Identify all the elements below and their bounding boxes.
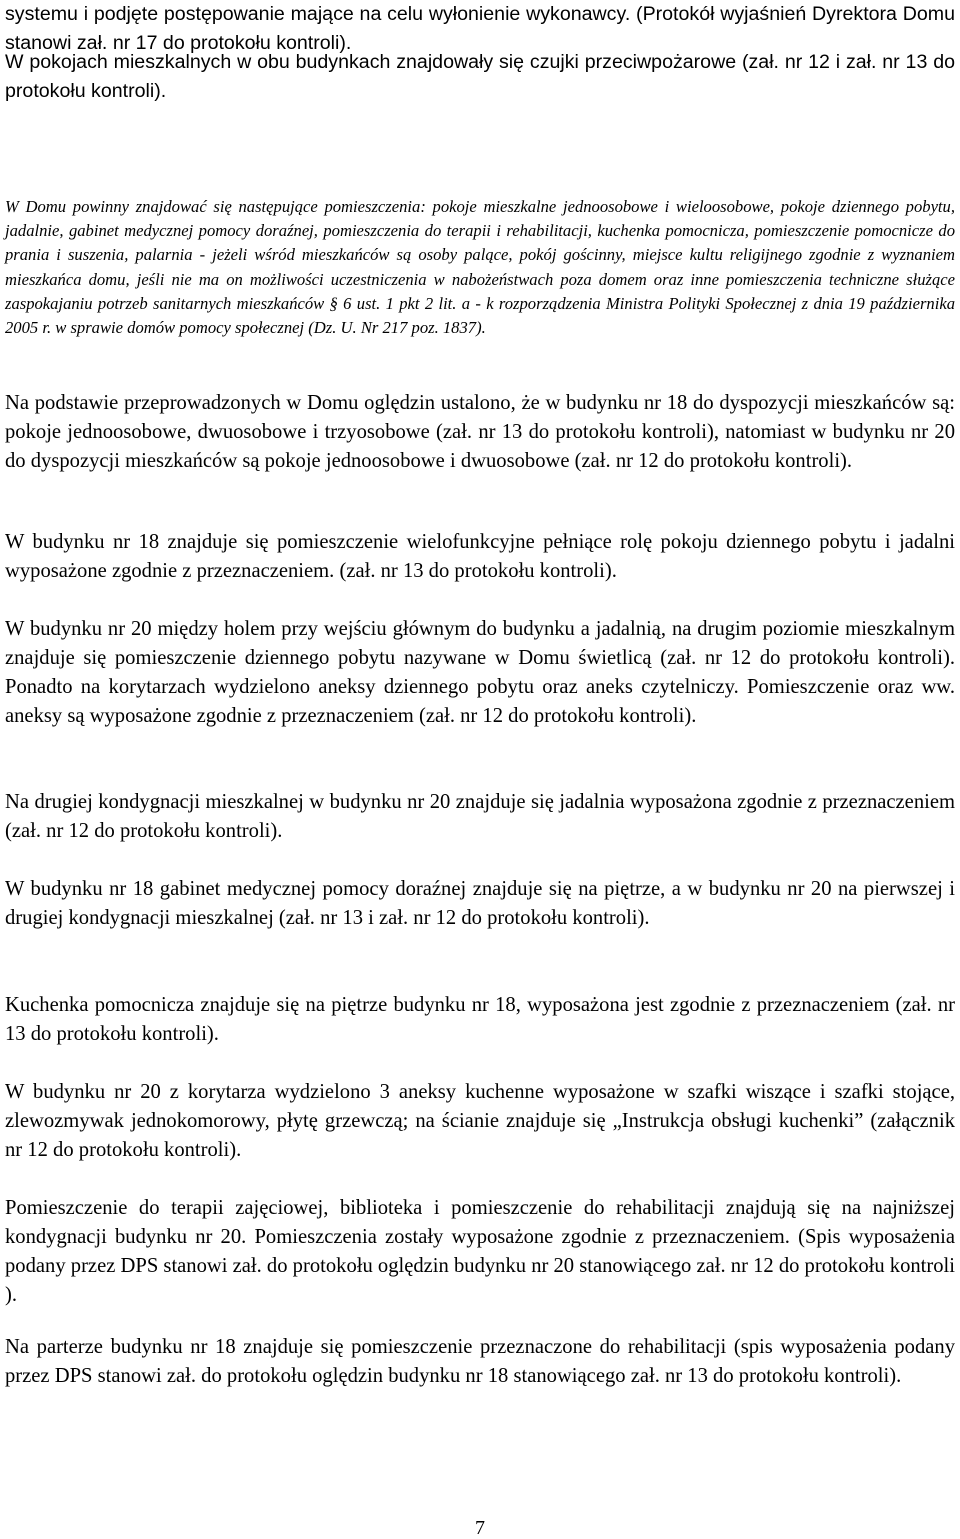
paragraph-rehabilitation-room: Na parterze budynku nr 18 znajduje się pomieszczenie przeznaczone do rehabilitacji (spis wyposażenia podany przez DPS stanowi zał. do protokołu oględzin budynku nr 18 stanowiącego zał. nr 13 do protokołu kontroli). xyxy=(5,1336,955,1387)
paragraph-kitchen-annexes: W budynku nr 20 z korytarza wydzielono 3 aneksy kuchenne wyposażone w szafki wiszące i szafki stojące, zlewozmywak jednokomorowy, płytę grzewczą; na ścianie znajduje się „Instrukcja obsługi kuchenki” (załącznik nr 12 do protokołu kontroli). xyxy=(5,1081,955,1161)
page-number: 7 xyxy=(475,1517,485,1539)
paragraph-regulation-quote: W Domu powinny znajdować się następujące pomieszczenia: pokoje mieszkalne jednoosobowe i wieloosobowe, pokoje dziennego pobytu, jadalnie, gabinet medycznej pomocy doraźnej, pomieszczenia do terapii i rehabilitacji, kuchenka pomocnicza, pomieszczenie pomocnicze do prania i suszenia, palarnia - jeżeli wśród mieszkańców są osoby palące, pokój gościnny, miejsce kultu religijnego zgodnie z wyznaniem mieszkańca domu, jeśli nie ma on możliwości uczestniczenia w nabożeństwach poza domem oraz inne pomieszczenia techniczne służące zaspokajaniu potrzeb sanitarnych mieszkańców § 6 ust. 1 pkt 2 lit. a - k rozporządzenia Ministra Polityki Społecznej z dnia 19 października 2005 r. w sprawie domów pomocy społecznej (Dz. U. Nr 217 poz. 1837). xyxy=(5,197,955,338)
paragraph-rooms-inspection: Na podstawie przeprowadzonych w Domu oględzin ustalono, że w budynku nr 18 do dyspozycji mieszkańców są: pokoje jednoosobowe, dwuosobowe i trzyosobowe (zał. nr 13 do protokołu kontroli), natomiast w budynku nr 20 do dyspozycji mieszkańców są pokoje jednoosobowe i dwuosobowe (zał. nr 12 do protokołu kontroli). xyxy=(5,392,955,472)
paragraph-medical-office: W budynku nr 18 gabinet medycznej pomocy doraźnej znajduje się na piętrze, a w budynku nr 20 na pierwszej i drugiej kondygnacji mieszkalnej (zał. nr 13 i zał. nr 12 do protokołu kontroli). xyxy=(5,878,955,929)
paragraph-tender-procedure: systemu i podjęte postępowanie mające na celu wyłonienie wykonawcy. (Protokół wyjaśnień Dyrektora Domu stanowi zał. nr 17 do protokołu kontroli). xyxy=(5,3,955,54)
paragraph-dining-room: Na drugiej kondygnacji mieszkalnej w budynku nr 20 znajduje się jadalnia wyposażona zgodnie z przeznaczeniem (zał. nr 12 do protokołu kontroli). xyxy=(5,791,955,842)
paragraph-building-20-day-room: W budynku nr 20 między holem przy wejściu głównym do budynku a jadalnią, na drugim poziomie mieszkalnym znajduje się pomieszczenie dziennego pobytu nazywane w Domu świetlicą (zał. nr 12 do protokołu kontroli). Ponadto na korytarzach wydzielono aneksy dziennego pobytu oraz aneks czytelniczy. Pomieszczenie oraz ww. aneksy są wyposażone zgodnie z przeznaczeniem (zał. nr 12 do protokołu kontroli). xyxy=(5,618,955,727)
paragraph-building-18-day-room: W budynku nr 18 znajduje się pomieszczenie wielofunkcyjne pełniące rolę pokoju dziennego pobytu i jadalni wyposażone zgodnie z przeznaczeniem. (zał. nr 13 do protokołu kontroli). xyxy=(5,531,955,582)
paragraph-smoke-detectors: W pokojach mieszkalnych w obu budynkach znajdowały się czujki przeciwpożarowe (zał. nr 12 i zał. nr 13 do protokołu kontroli). xyxy=(5,51,955,102)
paragraph-auxiliary-kitchen: Kuchenka pomocnicza znajduje się na piętrze budynku nr 18, wyposażona jest zgodnie z przeznaczeniem (zał. nr 13 do protokołu kontroli). xyxy=(5,994,955,1045)
paragraph-therapy-rooms: Pomieszczenie do terapii zajęciowej, biblioteka i pomieszczenie do rehabilitacji znajdują się na najniższej kondygnacji budynku nr 20. Pomieszczenia zostały wyposażone zgodnie z przeznaczeniem. (Spis wyposażenia podany przez DPS stanowi zał. do protokołu oględzin budynku nr 20 stanowiącego zał. nr 12 do protokołu kontroli ). xyxy=(5,1197,955,1306)
